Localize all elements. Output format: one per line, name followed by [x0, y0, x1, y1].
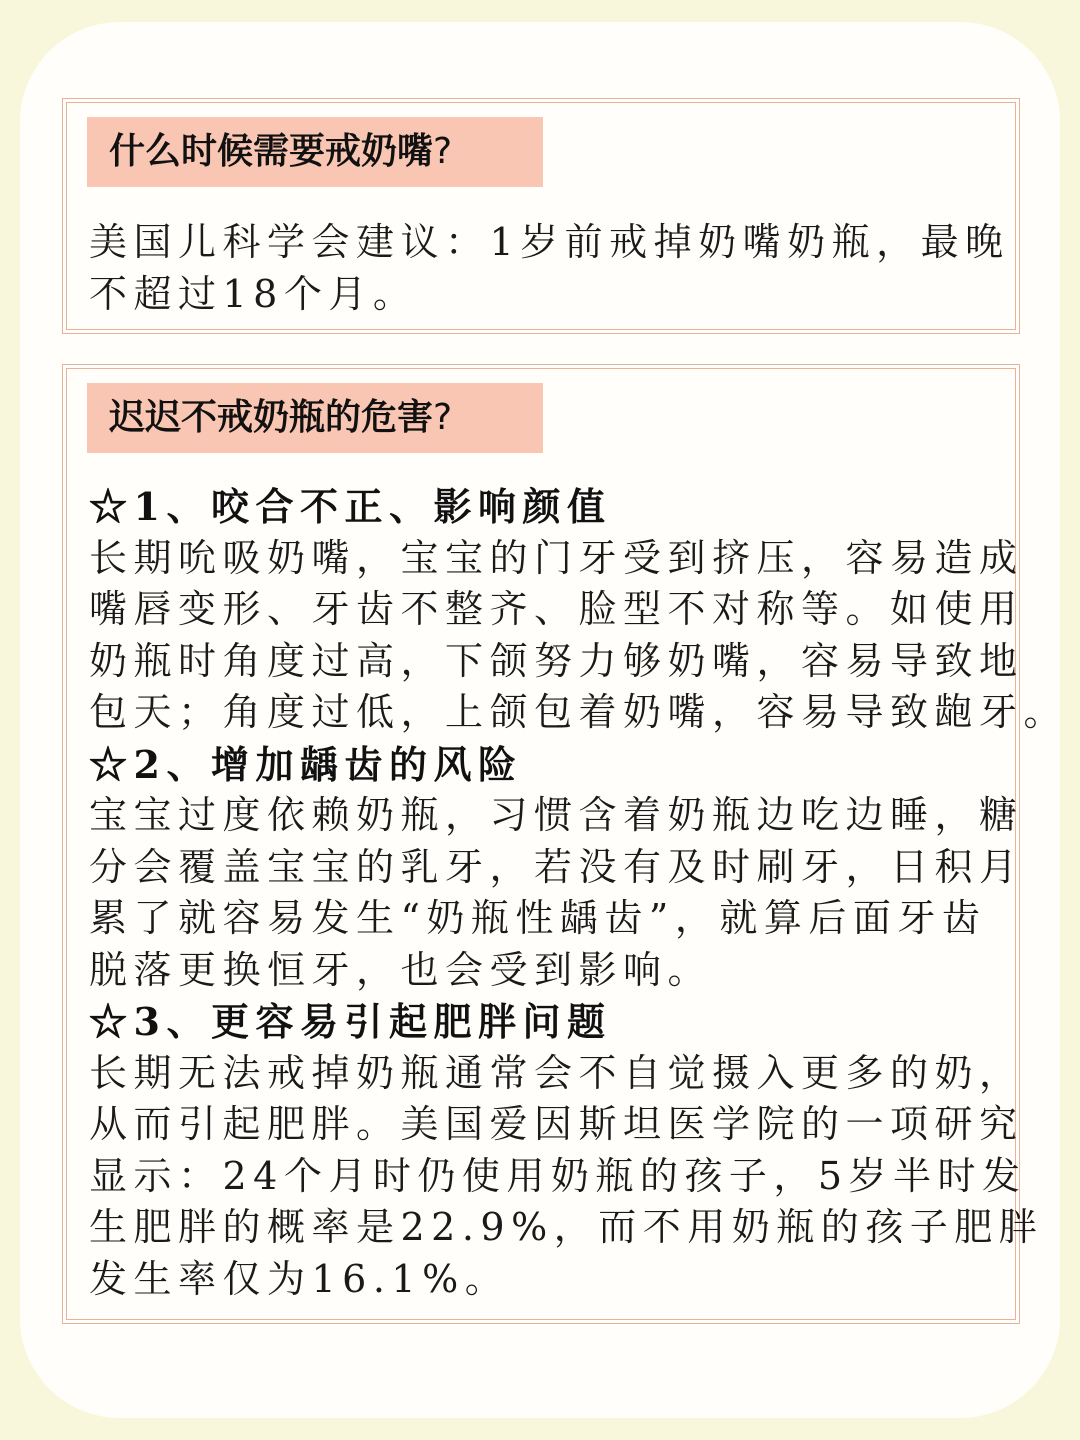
section-heading: [87, 117, 543, 187]
heading-text: 迟迟不戒奶瓶的危害: [109, 397, 434, 438]
body-line: 宝宝过度依赖奶瓶，习惯含着奶瓶边吃边睡，糖: [89, 793, 1024, 837]
body-line: 长期无法戒掉奶瓶通常会不自觉摄入更多的奶，: [89, 1050, 1024, 1095]
body-line: 生肥胖的概率是22.9%，而不用奶瓶的孩子肥胖: [89, 1205, 1044, 1249]
body-line: 奶瓶时角度过高，下颌努力够奶嘴，容易导致地: [89, 638, 1024, 683]
body-line: 显示：24个月时仍使用奶瓶的孩子，5岁半时发: [89, 1153, 1027, 1198]
item-title: ☆3、更容易引起肥胖问题: [89, 999, 612, 1044]
body-line: 长期吮吸奶嘴，宝宝的门牙受到挤压，容易造成: [89, 535, 1024, 580]
body-line: 分会覆盖宝宝的乳牙，若没有及时刷牙，日积月: [89, 844, 1024, 889]
section-bottle-harms: [66, 368, 1069, 1320]
heading-text: 什么时候需要戒奶嘴: [109, 131, 434, 172]
body-line: 包天；角度过低，上颌包着奶嘴，容易导致龅牙。: [89, 690, 1069, 734]
body-line: 发生率仅为16.1%。: [89, 1256, 510, 1301]
item-title: ☆2、增加龋齿的风险: [89, 741, 523, 787]
section-when-to-wean-pacifier: [66, 102, 1016, 330]
body-line: 美国儿科学会建议：1岁前戒掉奶嘴奶瓶，最晚: [89, 220, 1010, 264]
item-title: ☆1、咬合不正、影响颜值: [89, 484, 612, 529]
body-line: 从而引起肥胖。美国爱因斯坦医学院的一项研究: [89, 1102, 1024, 1146]
body-line: 嘴唇变形、牙齿不整齐、脸型不对称等。如使用: [89, 587, 1024, 631]
body-line: 不超过18个月。: [89, 271, 418, 316]
section-body: [89, 217, 1010, 320]
section-body: [89, 481, 1069, 1305]
section-heading: [87, 383, 543, 453]
heading-question-mark: ?: [433, 397, 453, 438]
body-line: 累了就容易发生“奶瓶性龋齿”，就算后面牙齿: [89, 896, 987, 940]
body-line: 脱落更换恒牙，也会受到影响。: [89, 947, 713, 992]
heading-question-mark: ?: [433, 131, 453, 172]
